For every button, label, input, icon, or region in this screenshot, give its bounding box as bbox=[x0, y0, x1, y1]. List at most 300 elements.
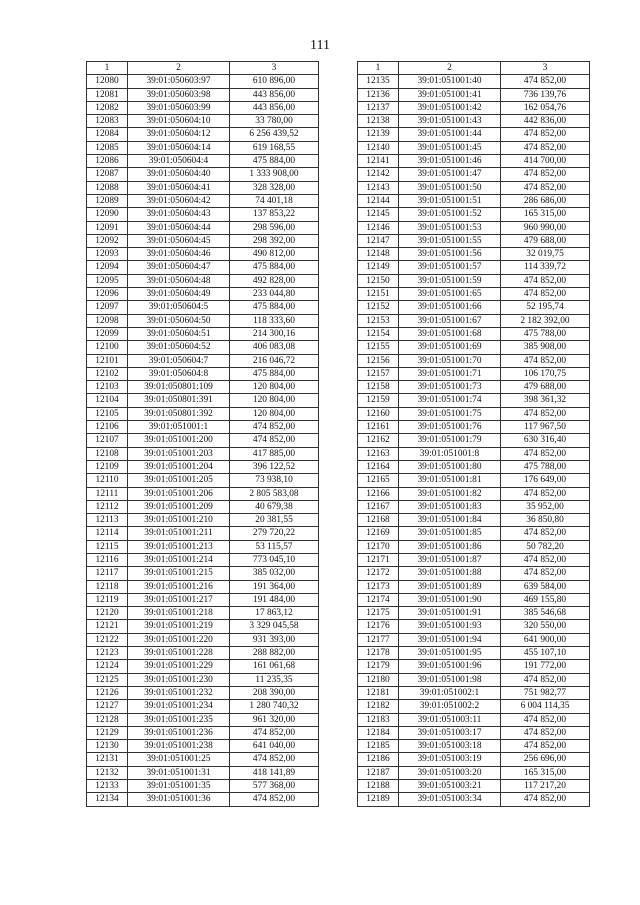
cadastral-number-cell: 39:01:050604:12 bbox=[128, 128, 230, 141]
row-number-cell: 12184 bbox=[358, 726, 399, 739]
row-number-cell: 12141 bbox=[358, 155, 399, 168]
cadastral-number-cell: 39:01:051003:19 bbox=[399, 753, 501, 766]
row-number-cell: 12170 bbox=[358, 540, 399, 553]
row-number-cell: 12137 bbox=[358, 101, 399, 114]
row-number-cell: 12108 bbox=[87, 447, 128, 460]
table-row bbox=[87, 500, 319, 513]
cadastral-number-cell: 39:01:051001:95 bbox=[399, 647, 501, 660]
cadastral-number-cell: 39:01:050604:52 bbox=[128, 341, 230, 354]
column-header: 2 bbox=[128, 62, 230, 75]
cadastral-number-cell: 39:01:051001:220 bbox=[128, 633, 230, 646]
table-row bbox=[358, 607, 590, 620]
cadastral-number-cell: 39:01:051001:238 bbox=[128, 740, 230, 753]
row-number-cell: 12125 bbox=[87, 673, 128, 686]
value-cell: 32 019,75 bbox=[501, 248, 590, 261]
cadastral-number-cell: 39:01:051001:86 bbox=[399, 540, 501, 553]
value-cell: 288 882,00 bbox=[230, 647, 319, 660]
table-row bbox=[358, 115, 590, 128]
row-number-cell: 12117 bbox=[87, 567, 128, 580]
table-row bbox=[87, 766, 319, 779]
row-number-cell: 12096 bbox=[87, 288, 128, 301]
table-row bbox=[358, 234, 590, 247]
table-row bbox=[87, 394, 319, 407]
cadastral-number-cell: 39:01:051001:66 bbox=[399, 301, 501, 314]
value-cell: 2 182 392,00 bbox=[501, 314, 590, 327]
table-row bbox=[358, 500, 590, 513]
row-number-cell: 12110 bbox=[87, 474, 128, 487]
row-number-cell: 12167 bbox=[358, 500, 399, 513]
table-row bbox=[358, 208, 590, 221]
row-number-cell: 12176 bbox=[358, 620, 399, 633]
cadastral-number-cell: 39:01:051001:200 bbox=[128, 434, 230, 447]
row-number-cell: 12127 bbox=[87, 700, 128, 713]
row-number-cell: 12174 bbox=[358, 593, 399, 606]
table-row bbox=[358, 301, 590, 314]
table-row bbox=[87, 181, 319, 194]
cadastral-number-cell: 39:01:051001:70 bbox=[399, 354, 501, 367]
table-row bbox=[87, 527, 319, 540]
cadastral-number-cell: 39:01:051001:43 bbox=[399, 115, 501, 128]
row-number-cell: 12155 bbox=[358, 341, 399, 354]
value-cell: 736 139,76 bbox=[501, 88, 590, 101]
row-number-cell: 12112 bbox=[87, 500, 128, 513]
row-number-cell: 12189 bbox=[358, 793, 399, 806]
table-row bbox=[87, 686, 319, 699]
value-cell: 492 828,00 bbox=[230, 274, 319, 287]
header-row bbox=[87, 62, 319, 75]
row-number-cell: 12098 bbox=[87, 314, 128, 327]
cadastral-number-cell: 39:01:051001:215 bbox=[128, 567, 230, 580]
cadastral-number-cell: 39:01:050604:44 bbox=[128, 221, 230, 234]
table-row bbox=[87, 75, 319, 88]
cadastral-number-cell: 39:01:050604:10 bbox=[128, 115, 230, 128]
cadastral-number-cell: 39:01:050603:98 bbox=[128, 88, 230, 101]
table-row bbox=[87, 354, 319, 367]
value-cell: 474 852,00 bbox=[501, 527, 590, 540]
value-cell: 6 256 439,52 bbox=[230, 128, 319, 141]
cadastral-number-cell: 39:01:051001:203 bbox=[128, 447, 230, 460]
table-row bbox=[358, 487, 590, 500]
value-cell: 191 484,00 bbox=[230, 593, 319, 606]
cadastral-number-cell: 39:01:051001:57 bbox=[399, 261, 501, 274]
value-cell: 385 546,68 bbox=[501, 607, 590, 620]
table-row bbox=[87, 487, 319, 500]
table-row bbox=[87, 261, 319, 274]
cadastral-number-cell: 39:01:051001:56 bbox=[399, 248, 501, 261]
cadastral-number-cell: 39:01:051001:69 bbox=[399, 341, 501, 354]
table-row bbox=[358, 194, 590, 207]
cadastral-number-cell: 39:01:051001:74 bbox=[399, 394, 501, 407]
value-cell: 443 856,00 bbox=[230, 101, 319, 114]
cadastral-number-cell: 39:01:051001:88 bbox=[399, 567, 501, 580]
cadastral-number-cell: 39:01:050604:43 bbox=[128, 208, 230, 221]
cadastral-number-cell: 39:01:050604:40 bbox=[128, 168, 230, 181]
cadastral-number-cell: 39:01:051001:87 bbox=[399, 553, 501, 566]
table-row bbox=[358, 713, 590, 726]
value-cell: 474 852,00 bbox=[501, 128, 590, 141]
value-cell: 474 852,00 bbox=[230, 421, 319, 434]
table-row bbox=[87, 740, 319, 753]
cadastral-number-cell: 39:01:051001:204 bbox=[128, 460, 230, 473]
cadastral-number-cell: 39:01:051001:213 bbox=[128, 540, 230, 553]
cadastral-number-cell: 39:01:051001:93 bbox=[399, 620, 501, 633]
cadastral-number-cell: 39:01:051001:96 bbox=[399, 660, 501, 673]
table-row bbox=[87, 580, 319, 593]
row-number-cell: 12090 bbox=[87, 208, 128, 221]
cadastral-number-cell: 39:01:051003:20 bbox=[399, 766, 501, 779]
table-row bbox=[87, 540, 319, 553]
value-cell: 474 852,00 bbox=[501, 407, 590, 420]
row-number-cell: 12186 bbox=[358, 753, 399, 766]
cadastral-number-cell: 39:01:051001:44 bbox=[399, 128, 501, 141]
value-cell: 298 596,00 bbox=[230, 221, 319, 234]
table-row bbox=[358, 647, 590, 660]
value-cell: 256 696,00 bbox=[501, 753, 590, 766]
value-cell: 1 333 908,00 bbox=[230, 168, 319, 181]
value-cell: 40 679,38 bbox=[230, 500, 319, 513]
row-number-cell: 12106 bbox=[87, 421, 128, 434]
cadastral-number-cell: 39:01:051002:1 bbox=[399, 686, 501, 699]
value-cell: 475 884,00 bbox=[230, 155, 319, 168]
cadastral-number-cell: 39:01:050604:42 bbox=[128, 194, 230, 207]
cadastral-number-cell: 39:01:050604:46 bbox=[128, 248, 230, 261]
cadastral-number-cell: 39:01:051001:210 bbox=[128, 514, 230, 527]
cadastral-number-cell: 39:01:051001:52 bbox=[399, 208, 501, 221]
value-cell: 474 852,00 bbox=[501, 740, 590, 753]
value-cell: 474 852,00 bbox=[501, 673, 590, 686]
value-cell: 610 896,00 bbox=[230, 75, 319, 88]
row-number-cell: 12097 bbox=[87, 301, 128, 314]
table-row bbox=[358, 673, 590, 686]
table-row bbox=[358, 540, 590, 553]
row-number-cell: 12165 bbox=[358, 474, 399, 487]
value-cell: 474 852,00 bbox=[501, 181, 590, 194]
column-header: 3 bbox=[501, 62, 590, 75]
row-number-cell: 12150 bbox=[358, 274, 399, 287]
value-cell: 118 333,60 bbox=[230, 314, 319, 327]
table-row bbox=[87, 407, 319, 420]
row-number-cell: 12085 bbox=[87, 141, 128, 154]
table-row bbox=[87, 421, 319, 434]
value-cell: 751 982,77 bbox=[501, 686, 590, 699]
value-cell: 474 852,00 bbox=[501, 567, 590, 580]
value-cell: 191 772,00 bbox=[501, 660, 590, 673]
cadastral-number-cell: 39:01:050801:109 bbox=[128, 381, 230, 394]
table-row bbox=[87, 301, 319, 314]
cadastral-number-cell: 39:01:051001:209 bbox=[128, 500, 230, 513]
value-cell: 73 938,10 bbox=[230, 474, 319, 487]
value-cell: 191 364,00 bbox=[230, 580, 319, 593]
value-cell: 2 805 583,08 bbox=[230, 487, 319, 500]
cadastral-number-cell: 39:01:050604:8 bbox=[128, 367, 230, 380]
cadastral-number-cell: 39:01:051001:73 bbox=[399, 381, 501, 394]
table-row bbox=[87, 115, 319, 128]
row-number-cell: 12101 bbox=[87, 354, 128, 367]
value-cell: 120 804,00 bbox=[230, 407, 319, 420]
row-number-cell: 12124 bbox=[87, 660, 128, 673]
value-cell: 773 045,10 bbox=[230, 553, 319, 566]
value-cell: 398 361,32 bbox=[501, 394, 590, 407]
row-number-cell: 12147 bbox=[358, 234, 399, 247]
table-row bbox=[87, 633, 319, 646]
row-number-cell: 12161 bbox=[358, 421, 399, 434]
table-row bbox=[87, 128, 319, 141]
value-cell: 328 328,00 bbox=[230, 181, 319, 194]
row-number-cell: 12153 bbox=[358, 314, 399, 327]
row-number-cell: 12104 bbox=[87, 394, 128, 407]
value-cell: 50 782,20 bbox=[501, 540, 590, 553]
row-number-cell: 12157 bbox=[358, 367, 399, 380]
table-row bbox=[358, 434, 590, 447]
table-row bbox=[87, 155, 319, 168]
table-row bbox=[358, 553, 590, 566]
cadastral-number-cell: 39:01:051001:84 bbox=[399, 514, 501, 527]
value-cell: 479 688,00 bbox=[501, 381, 590, 394]
cadastral-number-cell: 39:01:051001:234 bbox=[128, 700, 230, 713]
cadastral-number-cell: 39:01:051001:36 bbox=[128, 793, 230, 806]
row-number-cell: 12162 bbox=[358, 434, 399, 447]
cadastral-number-cell: 39:01:051001:75 bbox=[399, 407, 501, 420]
value-cell: 120 804,00 bbox=[230, 381, 319, 394]
row-number-cell: 12119 bbox=[87, 593, 128, 606]
table-row bbox=[87, 367, 319, 380]
cadastral-number-cell: 39:01:051001:40 bbox=[399, 75, 501, 88]
cadastral-number-cell: 39:01:050604:7 bbox=[128, 354, 230, 367]
table-row bbox=[87, 660, 319, 673]
table-row bbox=[358, 221, 590, 234]
table-row bbox=[358, 101, 590, 114]
cadastral-number-cell: 39:01:051001:81 bbox=[399, 474, 501, 487]
row-number-cell: 12118 bbox=[87, 580, 128, 593]
cadastral-number-cell: 39:01:051003:21 bbox=[399, 780, 501, 793]
row-number-cell: 12152 bbox=[358, 301, 399, 314]
value-cell: 120 804,00 bbox=[230, 394, 319, 407]
value-cell: 6 004 114,35 bbox=[501, 700, 590, 713]
cadastral-number-cell: 39:01:051001:46 bbox=[399, 155, 501, 168]
value-cell: 475 788,00 bbox=[501, 460, 590, 473]
table-row bbox=[358, 261, 590, 274]
value-cell: 3 329 045,58 bbox=[230, 620, 319, 633]
value-cell: 11 235,35 bbox=[230, 673, 319, 686]
row-number-cell: 12178 bbox=[358, 647, 399, 660]
value-cell: 137 853,22 bbox=[230, 208, 319, 221]
cadastral-number-cell: 39:01:051001:80 bbox=[399, 460, 501, 473]
cadastral-number-cell: 39:01:051003:17 bbox=[399, 726, 501, 739]
value-cell: 414 700,00 bbox=[501, 155, 590, 168]
table-row bbox=[358, 780, 590, 793]
row-number-cell: 12143 bbox=[358, 181, 399, 194]
row-number-cell: 12129 bbox=[87, 726, 128, 739]
row-number-cell: 12080 bbox=[87, 75, 128, 88]
table-row bbox=[87, 288, 319, 301]
cadastral-number-cell: 39:01:051001:206 bbox=[128, 487, 230, 500]
value-cell: 960 990,00 bbox=[501, 221, 590, 234]
row-number-cell: 12159 bbox=[358, 394, 399, 407]
cadastral-number-cell: 39:01:050604:45 bbox=[128, 234, 230, 247]
table-row bbox=[87, 553, 319, 566]
cadastral-number-cell: 39:01:051001:82 bbox=[399, 487, 501, 500]
value-cell: 320 550,00 bbox=[501, 620, 590, 633]
table-row bbox=[358, 327, 590, 340]
row-number-cell: 12113 bbox=[87, 514, 128, 527]
row-number-cell: 12121 bbox=[87, 620, 128, 633]
value-cell: 117 967,50 bbox=[501, 421, 590, 434]
value-cell: 641 040,00 bbox=[230, 740, 319, 753]
table-row bbox=[87, 434, 319, 447]
cadastral-number-cell: 39:01:051001:219 bbox=[128, 620, 230, 633]
cadastral-number-cell: 39:01:051001:42 bbox=[399, 101, 501, 114]
row-number-cell: 12188 bbox=[358, 780, 399, 793]
cadastral-number-cell: 39:01:050604:14 bbox=[128, 141, 230, 154]
page-number: 111 bbox=[310, 38, 330, 53]
value-cell: 286 686,00 bbox=[501, 194, 590, 207]
row-number-cell: 12095 bbox=[87, 274, 128, 287]
row-number-cell: 12114 bbox=[87, 527, 128, 540]
table-row bbox=[87, 341, 319, 354]
column-header: 1 bbox=[87, 62, 128, 75]
row-number-cell: 12130 bbox=[87, 740, 128, 753]
value-cell: 35 952,00 bbox=[501, 500, 590, 513]
table-row bbox=[358, 288, 590, 301]
row-number-cell: 12123 bbox=[87, 647, 128, 660]
cadastral-number-cell: 39:01:051001:85 bbox=[399, 527, 501, 540]
table-row bbox=[358, 660, 590, 673]
cadastral-number-cell: 39:01:051001:71 bbox=[399, 367, 501, 380]
value-cell: 474 852,00 bbox=[501, 168, 590, 181]
row-number-cell: 12089 bbox=[87, 194, 128, 207]
value-cell: 233 044,80 bbox=[230, 288, 319, 301]
row-number-cell: 12183 bbox=[358, 713, 399, 726]
table-row bbox=[358, 633, 590, 646]
table-row bbox=[358, 447, 590, 460]
table-row bbox=[358, 367, 590, 380]
row-number-cell: 12081 bbox=[87, 88, 128, 101]
row-number-cell: 12144 bbox=[358, 194, 399, 207]
column-header: 2 bbox=[399, 62, 501, 75]
row-number-cell: 12172 bbox=[358, 567, 399, 580]
cadastral-number-cell: 39:01:050604:48 bbox=[128, 274, 230, 287]
table-row bbox=[87, 168, 319, 181]
value-cell: 162 054,76 bbox=[501, 101, 590, 114]
row-number-cell: 12149 bbox=[358, 261, 399, 274]
value-cell: 74 401,18 bbox=[230, 194, 319, 207]
table-row bbox=[358, 141, 590, 154]
value-cell: 298 392,00 bbox=[230, 234, 319, 247]
table-row bbox=[87, 248, 319, 261]
cadastral-number-cell: 39:01:050604:41 bbox=[128, 181, 230, 194]
cadastral-number-cell: 39:01:051001:216 bbox=[128, 580, 230, 593]
cadastral-number-cell: 39:01:051001:51 bbox=[399, 194, 501, 207]
row-number-cell: 12138 bbox=[358, 115, 399, 128]
value-cell: 53 115,57 bbox=[230, 540, 319, 553]
cadastral-number-cell: 39:01:051001:50 bbox=[399, 181, 501, 194]
cadastral-number-cell: 39:01:050801:392 bbox=[128, 407, 230, 420]
value-cell: 961 320,00 bbox=[230, 713, 319, 726]
cadastral-number-cell: 39:01:051003:11 bbox=[399, 713, 501, 726]
value-cell: 475 884,00 bbox=[230, 367, 319, 380]
row-number-cell: 12160 bbox=[358, 407, 399, 420]
cadastral-number-cell: 39:01:051001:229 bbox=[128, 660, 230, 673]
column-header: 3 bbox=[230, 62, 319, 75]
right-data-table bbox=[357, 61, 590, 807]
table-row bbox=[87, 101, 319, 114]
value-cell: 619 168,55 bbox=[230, 141, 319, 154]
cadastral-number-cell: 39:01:051001:217 bbox=[128, 593, 230, 606]
table-row bbox=[87, 514, 319, 527]
row-number-cell: 12133 bbox=[87, 780, 128, 793]
value-cell: 474 852,00 bbox=[501, 288, 590, 301]
value-cell: 385 908,00 bbox=[501, 341, 590, 354]
row-number-cell: 12177 bbox=[358, 633, 399, 646]
table-row bbox=[358, 128, 590, 141]
value-cell: 474 852,00 bbox=[501, 793, 590, 806]
table-row bbox=[358, 514, 590, 527]
row-number-cell: 12132 bbox=[87, 766, 128, 779]
value-cell: 474 852,00 bbox=[230, 793, 319, 806]
value-cell: 52 195,74 bbox=[501, 301, 590, 314]
row-number-cell: 12135 bbox=[358, 75, 399, 88]
table-row bbox=[87, 314, 319, 327]
value-cell: 475 884,00 bbox=[230, 301, 319, 314]
table-row bbox=[358, 407, 590, 420]
value-cell: 474 852,00 bbox=[501, 141, 590, 154]
table-row bbox=[87, 327, 319, 340]
table-row bbox=[87, 447, 319, 460]
row-number-cell: 12140 bbox=[358, 141, 399, 154]
table-row bbox=[358, 155, 590, 168]
cadastral-number-cell: 39:01:051001:41 bbox=[399, 88, 501, 101]
cadastral-number-cell: 39:01:051001:45 bbox=[399, 141, 501, 154]
row-number-cell: 12145 bbox=[358, 208, 399, 221]
table-row bbox=[87, 141, 319, 154]
cadastral-number-cell: 39:01:050801:391 bbox=[128, 394, 230, 407]
table-row bbox=[358, 527, 590, 540]
table-row bbox=[358, 314, 590, 327]
cadastral-number-cell: 39:01:051001:68 bbox=[399, 327, 501, 340]
value-cell: 176 649,00 bbox=[501, 474, 590, 487]
value-cell: 474 852,00 bbox=[501, 274, 590, 287]
table-row bbox=[87, 647, 319, 660]
value-cell: 474 852,00 bbox=[230, 753, 319, 766]
table-row bbox=[358, 381, 590, 394]
cadastral-number-cell: 39:01:050604:5 bbox=[128, 301, 230, 314]
cadastral-number-cell: 39:01:051001:65 bbox=[399, 288, 501, 301]
table-row bbox=[358, 740, 590, 753]
cadastral-number-cell: 39:01:051001:214 bbox=[128, 553, 230, 566]
value-cell: 106 170,75 bbox=[501, 367, 590, 380]
value-cell: 639 584,00 bbox=[501, 580, 590, 593]
value-cell: 479 688,00 bbox=[501, 234, 590, 247]
value-cell: 33 780,00 bbox=[230, 115, 319, 128]
row-number-cell: 12131 bbox=[87, 753, 128, 766]
table-row bbox=[87, 221, 319, 234]
table-row bbox=[358, 474, 590, 487]
value-cell: 474 852,00 bbox=[230, 434, 319, 447]
table-row bbox=[87, 593, 319, 606]
table-row bbox=[87, 753, 319, 766]
table-row bbox=[358, 75, 590, 88]
value-cell: 474 852,00 bbox=[501, 354, 590, 367]
row-number-cell: 12169 bbox=[358, 527, 399, 540]
row-number-cell: 12164 bbox=[358, 460, 399, 473]
value-cell: 214 300,16 bbox=[230, 327, 319, 340]
cadastral-number-cell: 39:01:051001:228 bbox=[128, 647, 230, 660]
cadastral-number-cell: 39:01:051001:79 bbox=[399, 434, 501, 447]
value-cell: 474 852,00 bbox=[501, 487, 590, 500]
table-row bbox=[87, 726, 319, 739]
table-row bbox=[87, 381, 319, 394]
table-row bbox=[87, 274, 319, 287]
